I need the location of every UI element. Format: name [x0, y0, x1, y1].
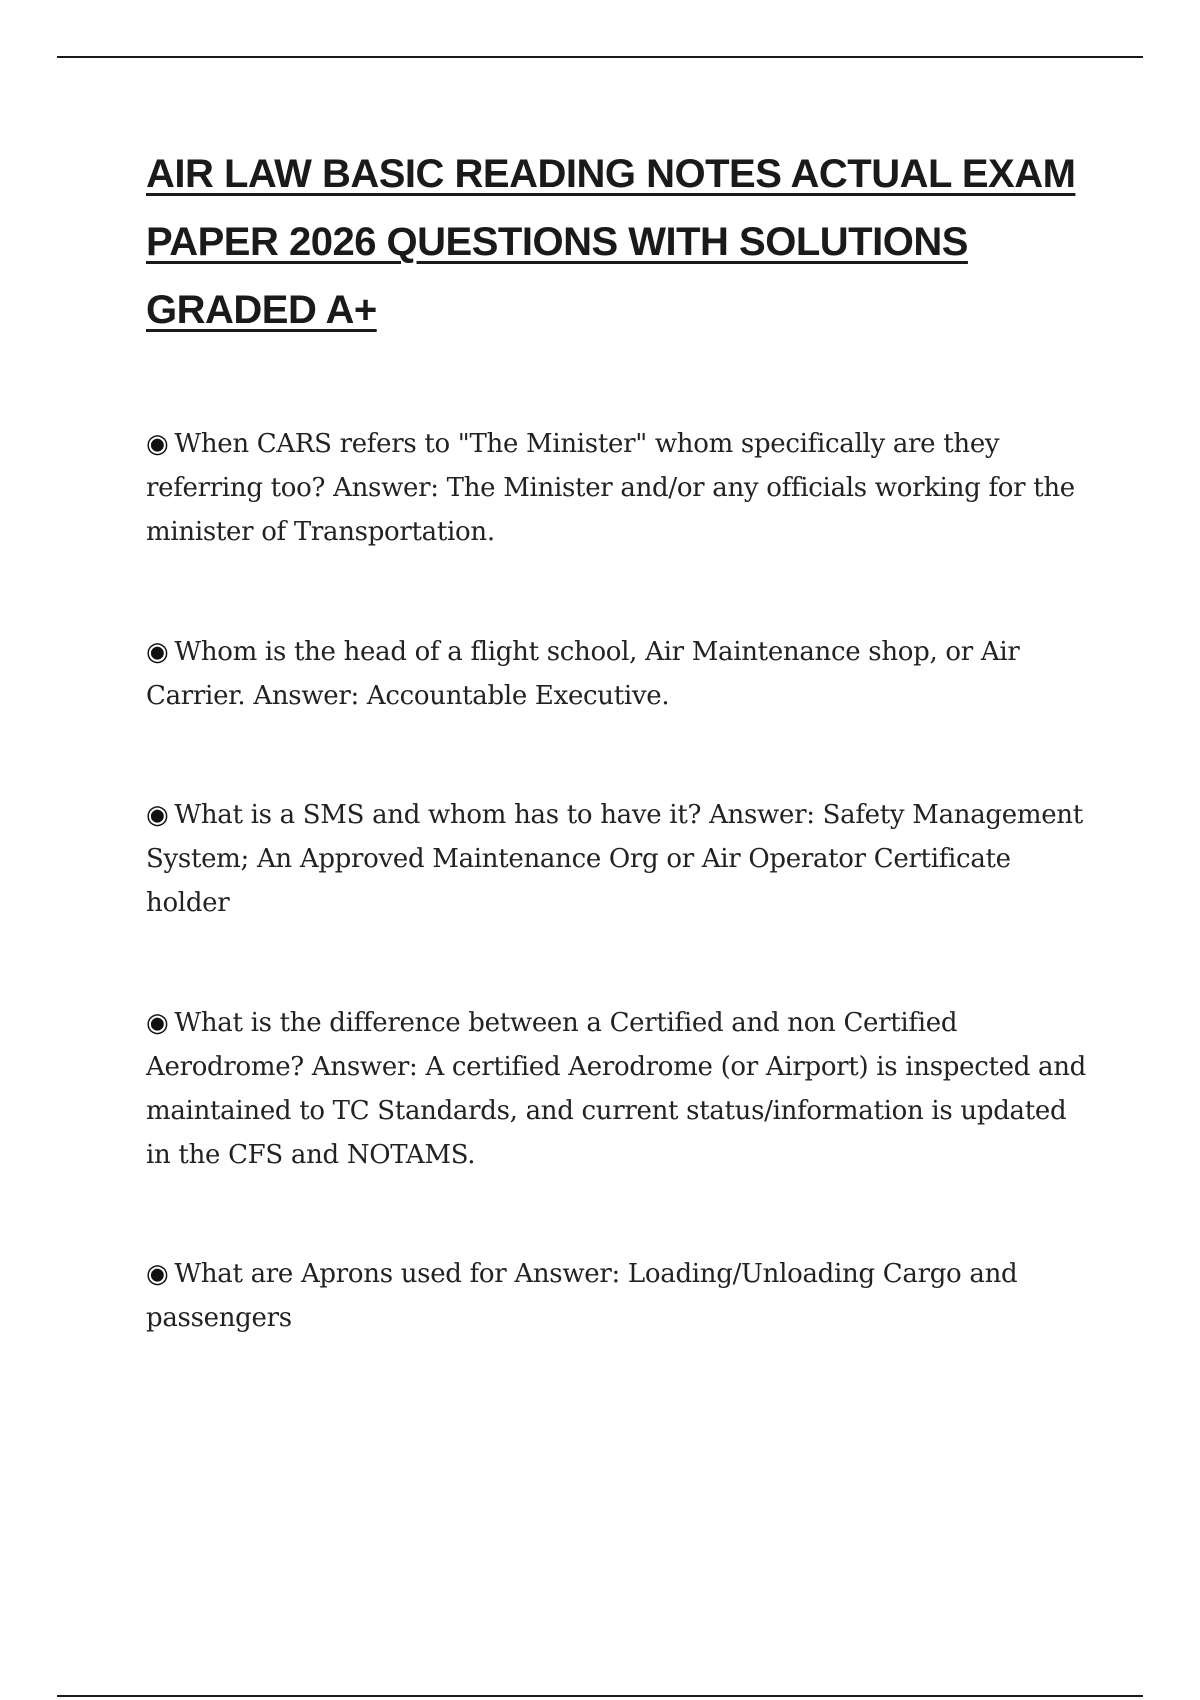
qa-text: What is the difference between a Certified and non Certified Aerodrome? Answer: A certified Aerodrome (or Airport) is inspected and maintained to TC Standards, and current status/information is updated in the CFS and NOTAMS. — [146, 1008, 1087, 1170]
qa-item — [146, 630, 1096, 718]
qa-item — [146, 422, 1096, 554]
qa-text: When CARS refers to "The Minister" whom specifically are they referring too? Answer: The Minister and/or any officials working for the minister of Transportation. — [146, 429, 1075, 547]
radio-bullet-icon: ◉ — [146, 429, 169, 459]
qa-text: Whom is the head of a flight school, Air Maintenance shop, or Air Carrier. Answer: Accountable Executive. — [146, 637, 1020, 711]
qa-text: What are Aprons used for Answer: Loading/Unloading Cargo and passengers — [146, 1259, 1018, 1333]
page-title: AIR LAW BASIC READING NOTES ACTUAL EXAM PAPER 2026 QUESTIONS WITH SOLUTIONS GRADED A+ — [146, 152, 1076, 332]
radio-bullet-icon: ◉ — [146, 1259, 169, 1289]
qa-item — [146, 793, 1096, 925]
radio-bullet-icon: ◉ — [146, 1008, 169, 1038]
qa-text: What is a SMS and whom has to have it? Answer: Safety Management System; An Approved Maintenance Org or Air Operator Certificate holder — [146, 800, 1083, 918]
qa-item — [146, 1252, 1096, 1340]
radio-bullet-icon: ◉ — [146, 637, 169, 667]
bottom-divider — [57, 1695, 1143, 1697]
radio-bullet-icon: ◉ — [146, 800, 169, 830]
top-divider — [57, 56, 1143, 58]
qa-item — [146, 1001, 1096, 1177]
